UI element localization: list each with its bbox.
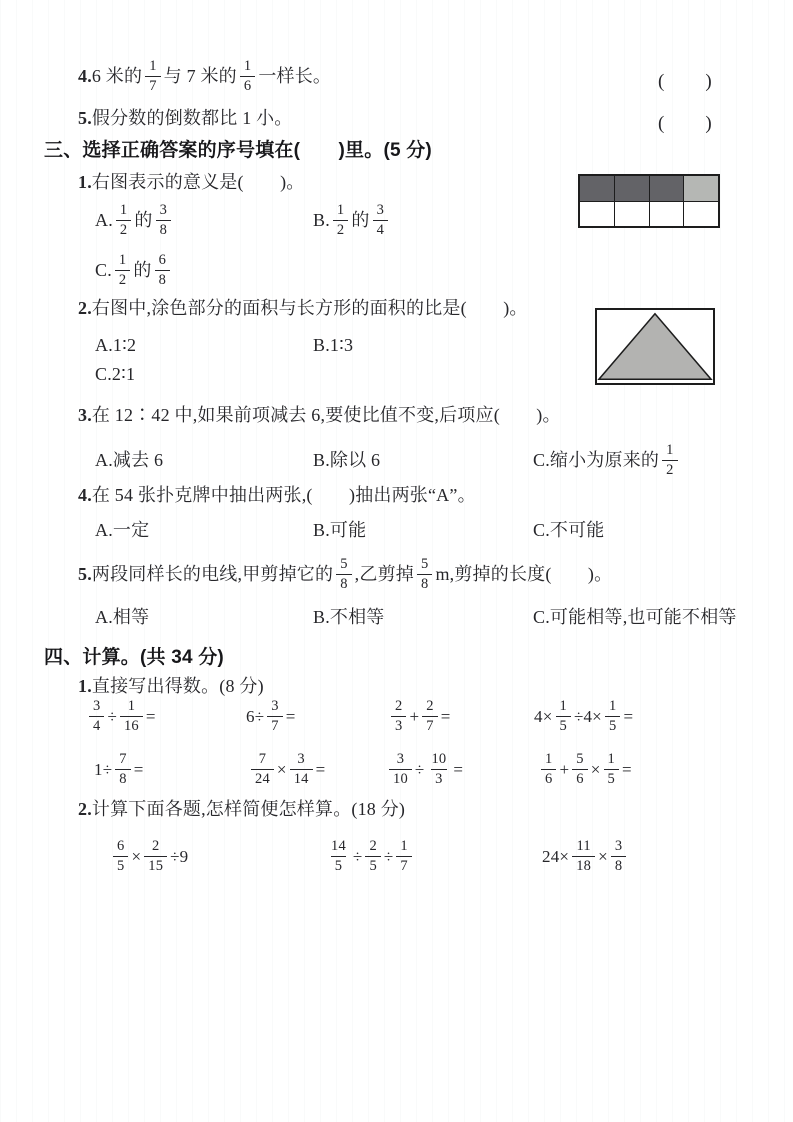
grid-cell-light: [684, 176, 718, 201]
q3-option-c: C.缩小为原来的 $\frac{1}{2}$: [533, 438, 681, 482]
expression-7: $\frac{3}{10}$ ÷ $\frac{10}{3}$ =: [386, 747, 463, 791]
expression-2: 6÷ $\frac{3}{7}$ =: [246, 697, 296, 734]
q2-options-row-ab: [0, 333, 793, 357]
q5-option-a: A.相等: [95, 607, 150, 627]
expression-4: 4× $\frac{1}{5}$ ÷4× $\frac{1}{5}$ =: [534, 697, 634, 734]
fraction: $\frac{6}{5}$: [113, 839, 128, 874]
truefalse-item-4: 4. 6 米的 $\frac{1}{7}$ 与 7 米的 $\frac{1}{6}$ 一样长。: [78, 57, 332, 94]
calc-part1-label: 1. 直接写出得数。(8 分): [78, 676, 264, 696]
q1-options-row-c: [0, 248, 793, 292]
q5-stem: 5. 两段同样长的电线,甲剪掉它的 $\frac{5}{8}$ ,乙剪掉 $\frac{5}{8}$ m,剪掉的长度( )。: [78, 555, 613, 592]
expression-5: 1÷ $\frac{7}{8}$ =: [94, 750, 144, 787]
q4-option-a: A.一定: [95, 520, 150, 540]
q5-option-b: B.不相等: [313, 607, 385, 627]
calc-row-2: [0, 747, 793, 791]
fraction: $\frac{1}{7}$: [396, 839, 411, 874]
fraction: $\frac{1}{2}$: [115, 253, 130, 288]
fraction: $\frac{3}{7}$: [267, 699, 282, 734]
fraction: $\frac{6}{8}$: [155, 253, 170, 288]
q2-options-row-c: [0, 362, 793, 386]
fraction: $\frac{3}{14}$: [290, 752, 313, 787]
grid-cell-dark: [615, 176, 649, 201]
fraction: $\frac{1}{2}$: [662, 443, 677, 478]
q1-option-c: C. $\frac{1}{2}$ 的 $\frac{6}{8}$: [95, 248, 173, 292]
answer-brackets-item4: ( ): [658, 71, 713, 92]
q4-stem: 4. 在 54 张扑克牌中抽出两张,( )抽出两张“A”。: [78, 485, 476, 505]
fraction: $\frac{7}{8}$: [115, 752, 130, 787]
expression-8: $\frac{1}{6}$ + $\frac{5}{6}$ × $\frac{1}{5}$ =: [538, 747, 632, 791]
expression-6: $\frac{7}{24}$ × $\frac{3}{14}$ =: [248, 747, 325, 791]
fraction: $\frac{2}{15}$: [144, 839, 167, 874]
q1-stem: 1. 右图表示的意义是( )。: [78, 172, 305, 192]
expression-9: $\frac{6}{5}$ × $\frac{2}{15}$ ÷9: [110, 834, 188, 878]
q1-option-a: A. $\frac{1}{2}$ 的 $\frac{3}{8}$: [95, 198, 174, 242]
section4-title: 四、计算。(共 34 分): [44, 646, 224, 668]
fraction: $\frac{1}{6}$: [240, 59, 255, 94]
q5-options-row: [0, 605, 793, 629]
fraction: $\frac{1}{16}$: [120, 699, 143, 734]
fraction: $\frac{2}{7}$: [422, 699, 437, 734]
q2-stem: 2. 右图中,涂色部分的面积与长方形的面积的比是( )。: [78, 298, 528, 318]
fraction: $\frac{3}{8}$: [611, 839, 626, 874]
fraction: $\frac{5}{6}$: [572, 752, 587, 787]
fraction: $\frac{1}{5}$: [605, 699, 620, 734]
truefalse-item-5: 5. 假分数的倒数都比 1 小。: [78, 108, 293, 128]
fraction: $\frac{10}{3}$: [431, 750, 447, 787]
fraction: $\frac{3}{4}$: [89, 699, 104, 734]
q4-option-b: B.可能: [313, 520, 367, 540]
q1-options-row-ab: [0, 198, 793, 242]
expression-1: $\frac{3}{4}$ ÷ $\frac{1}{16}$ =: [86, 694, 156, 738]
q3-options-row: [0, 438, 793, 482]
expression-11: 24× $\frac{11}{18}$ × $\frac{3}{8}$: [542, 834, 629, 878]
q5-option-c: C.可能相等,也可能不相等: [533, 607, 737, 627]
fraction: $\frac{5}{8}$: [336, 557, 351, 592]
answer-brackets-item5: ( ): [658, 113, 713, 134]
fraction: $\frac{3}{4}$: [373, 203, 388, 238]
fraction: $\frac{2}{5}$: [365, 839, 380, 874]
q2-option-a: A.1∶2: [95, 335, 137, 355]
calc-row-3: [0, 834, 793, 878]
q3-option-b: B.除以 6: [313, 450, 381, 470]
fraction: $\frac{1}{2}$: [333, 203, 348, 238]
q1-option-b: B. $\frac{1}{2}$ 的 $\frac{3}{4}$: [313, 198, 391, 242]
q4-option-c: C.不可能: [533, 520, 605, 540]
fraction: $\frac{1}{6}$: [541, 752, 556, 787]
q2-option-b: B.1∶3: [313, 335, 354, 355]
q3-option-a: A.减去 6: [95, 450, 164, 470]
fraction: $\frac{5}{8}$: [417, 557, 432, 592]
fraction: $\frac{14}{5}$: [331, 837, 346, 874]
fraction: $\frac{2}{3}$: [391, 699, 406, 734]
fraction: $\frac{1}{5}$: [556, 699, 571, 734]
calc-part2-label: 2. 计算下面各题,怎样简便怎样算。(18 分): [78, 799, 406, 819]
grid-cell-dark: [650, 176, 684, 201]
calc-row-1: [0, 694, 793, 738]
q3-stem: 3. 在 12∶42 中,如果前项减去 6,要使比值不变,后项应( )。: [78, 405, 561, 425]
fraction: $\frac{3}{8}$: [156, 203, 171, 238]
fraction: $\frac{1}{2}$: [116, 203, 131, 238]
fraction: $\frac{1}{7}$: [145, 59, 160, 94]
fraction: $\frac{1}{5}$: [604, 752, 619, 787]
q4-options-row: [0, 518, 793, 542]
grid-cell-dark: [580, 176, 614, 201]
section3-title: 三、选择正确答案的序号填在( )里。(5 分): [44, 139, 432, 161]
expression-10: $\frac{14}{5}$ ÷ $\frac{2}{5}$ ÷ $\frac{1}{7}$: [324, 834, 415, 878]
fraction: $\frac{3}{10}$: [389, 752, 412, 787]
expression-3: $\frac{2}{3}$ + $\frac{2}{7}$ =: [388, 694, 451, 738]
fraction: $\frac{7}{24}$: [251, 752, 274, 787]
fraction: $\frac{11}{18}$: [572, 839, 595, 874]
q2-option-c: C.2∶1: [95, 364, 136, 384]
